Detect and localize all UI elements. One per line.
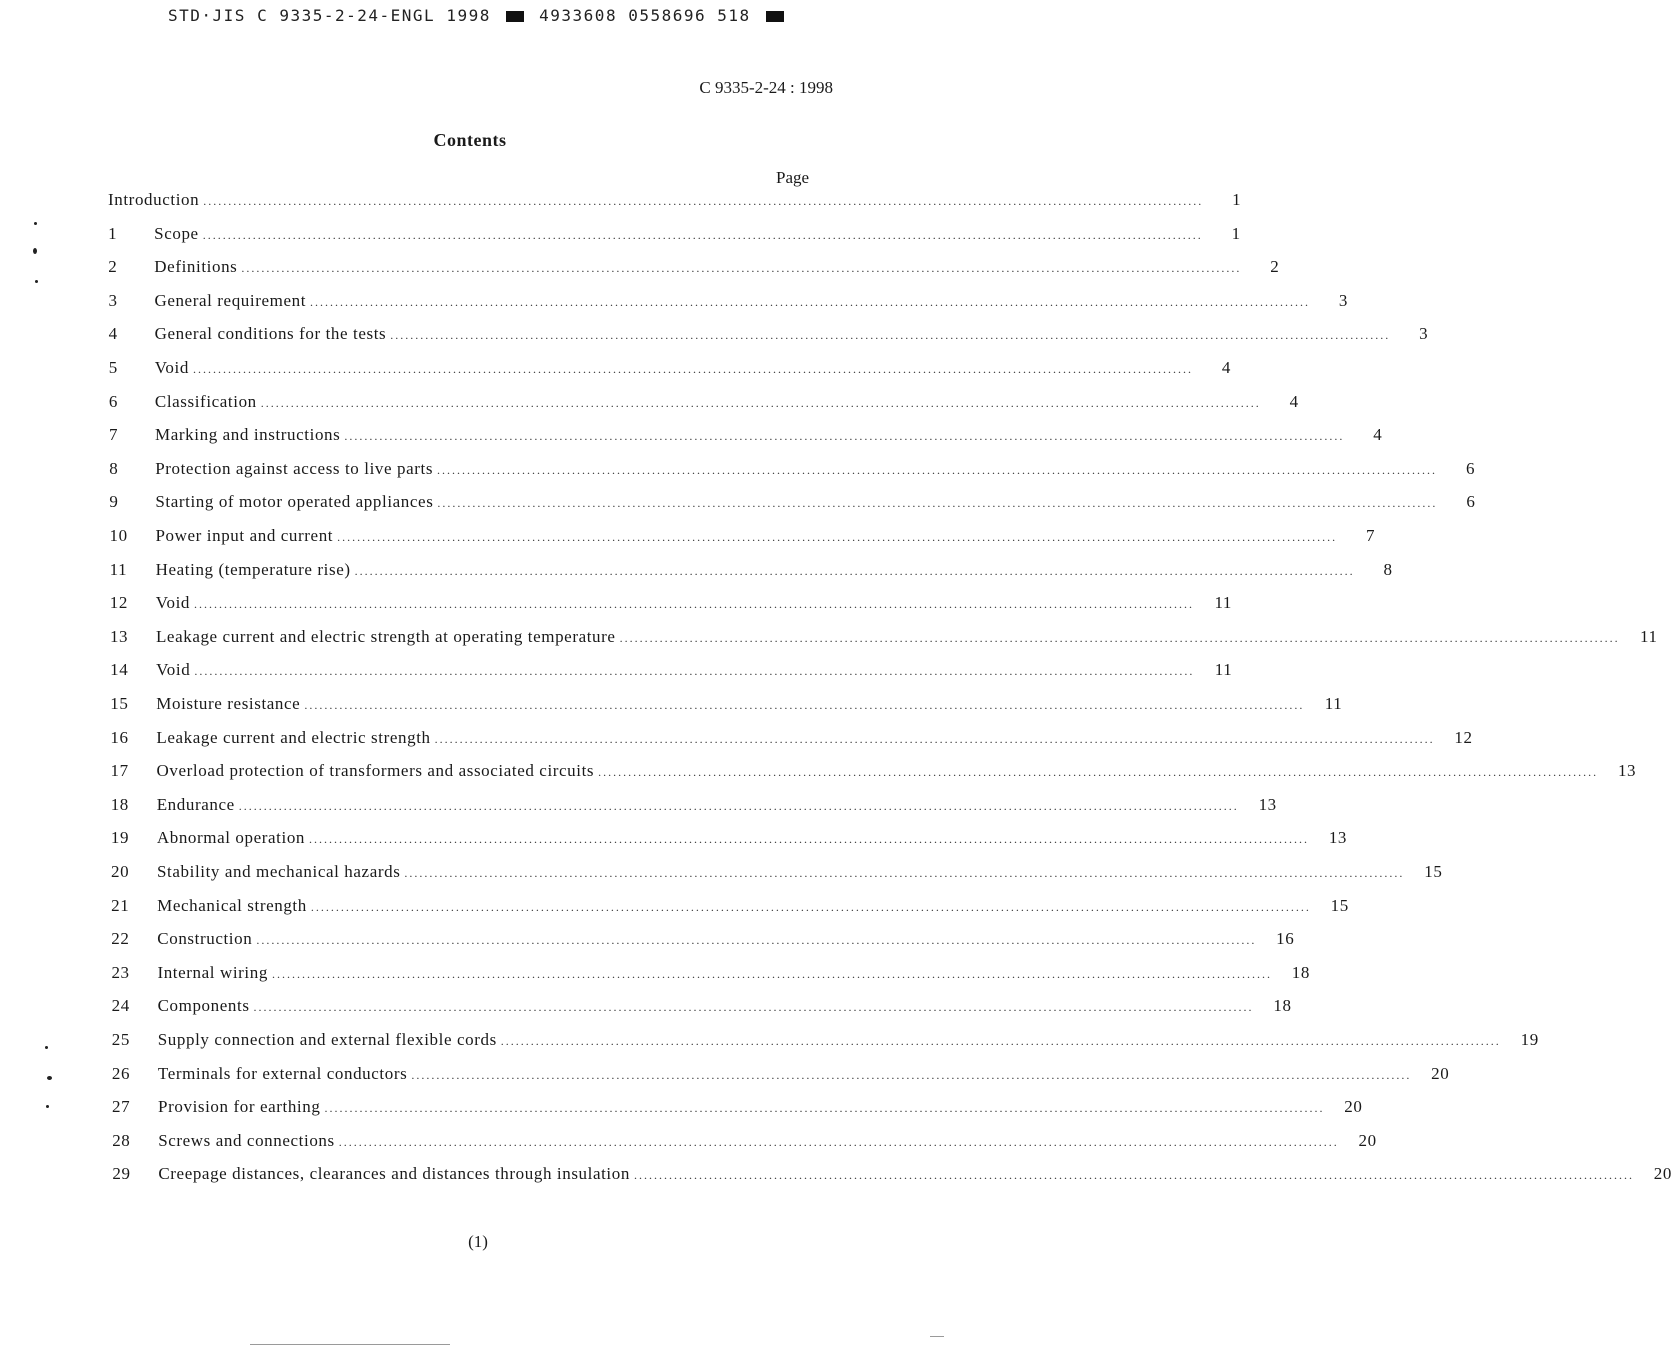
toc-entry-number: 2 xyxy=(108,257,118,277)
toc-entry xyxy=(109,458,1476,489)
toc-entry-page: 11 xyxy=(1214,660,1233,680)
dot-leader: ........................................................................................................................................................................................................ xyxy=(256,933,1257,948)
toc-entry xyxy=(111,895,1349,926)
toc-entry xyxy=(109,425,1383,455)
toc-entry-number: 10 xyxy=(109,526,128,545)
toc-entry xyxy=(111,1030,1539,1060)
toc-entry-title: General conditions for the tests xyxy=(154,324,387,344)
dot-leader: ........................................................................................................................................................................................................ xyxy=(344,429,1345,444)
toc-entry xyxy=(112,1164,1672,1194)
toc-entry-number: 12 xyxy=(109,593,128,613)
dot-leader: ........................................................................................................................................................................................................ xyxy=(437,462,1438,477)
toc-entry-title: Introduction xyxy=(108,190,200,209)
toc-entry-number: 17 xyxy=(110,761,129,781)
toc-entry xyxy=(108,290,1349,321)
toc-entry-page: 20 xyxy=(1358,1130,1377,1150)
dot-leader: ........................................................................................................................................................................................................ xyxy=(260,395,1261,410)
toc-entry xyxy=(110,694,1343,724)
dot-leader: ........................................................................................................................................................................................................ xyxy=(238,798,1239,813)
toc-entry-title: Construction xyxy=(157,929,253,949)
toc-entry-title: Leakage current and electric strength at operating temperature xyxy=(155,626,616,646)
toc-entry xyxy=(108,358,1231,388)
dot-leader: ........................................................................................................................................................................................................ xyxy=(310,899,1311,914)
toc-entry xyxy=(108,391,1299,422)
toc-entry xyxy=(109,559,1393,590)
toc-entry-page: 12 xyxy=(1454,727,1473,747)
toc-entry-number: 18 xyxy=(110,794,129,814)
toc-entry xyxy=(109,526,1376,556)
toc-entry-number: 16 xyxy=(110,727,129,747)
toc-entry-title: General requirement xyxy=(154,290,307,310)
scan-speck xyxy=(47,1076,52,1080)
toc-entry-number: 14 xyxy=(110,660,129,680)
scan-speck xyxy=(45,1046,48,1049)
toc-entry xyxy=(108,324,1429,354)
toc-entry-title: Overload protection of transformers and associated circuits xyxy=(156,761,595,781)
scan-speck xyxy=(33,248,37,254)
dot-leader: ........................................................................................................................................................................................................ xyxy=(338,1134,1339,1149)
toc-entry xyxy=(112,1130,1377,1161)
toc-entry-page: 15 xyxy=(1330,895,1349,915)
toc-entry-page: 4 xyxy=(1221,358,1231,377)
toc-entry-title: Power input and current xyxy=(155,526,334,545)
toc-entry-number: 8 xyxy=(109,458,119,478)
toc-entry-page: 3 xyxy=(1419,324,1429,344)
toc-entry-page: 20 xyxy=(1344,1097,1363,1117)
toc-entry-page: 1 xyxy=(1231,223,1241,243)
header-code-part1: STD·JIS C 9335-2-24-ENGL 1998 xyxy=(168,6,491,25)
toc-entry-number: 15 xyxy=(110,694,129,713)
toc-entry xyxy=(108,223,1241,254)
toc-entry-page: 20 xyxy=(1653,1164,1672,1184)
toc-entry-title: Moisture resistance xyxy=(156,694,301,713)
toc-entry-title: Classification xyxy=(154,391,257,411)
dot-leader: ........................................................................................................................................................................................................ xyxy=(241,261,1242,276)
toc-entry-page: 13 xyxy=(1328,828,1348,848)
toc-entry-number: 20 xyxy=(111,862,130,881)
page-column-label: Page xyxy=(776,168,810,187)
toc-entry-number: 7 xyxy=(109,425,119,445)
toc-entry-title: Heating (temperature rise) xyxy=(155,559,351,579)
toc-entry-page: 6 xyxy=(1465,458,1476,478)
toc-entry-title: Creepage distances, clearances and distances through insulation xyxy=(158,1164,630,1184)
toc-entry-title: Void xyxy=(156,660,191,680)
dot-leader: ........................................................................................................................................................................................................ xyxy=(253,1000,1254,1015)
scan-speck xyxy=(46,1105,49,1108)
toc-entry xyxy=(110,761,1637,791)
toc-entry-title: Screws and connections xyxy=(158,1130,335,1150)
toc-entry-page: 11 xyxy=(1214,593,1233,613)
dot-leader: ........................................................................................................................................................................................................ xyxy=(337,530,1338,544)
toc-entry xyxy=(111,862,1443,892)
toc-entry-page: 3 xyxy=(1338,290,1349,310)
toc-entry-title: Void xyxy=(154,358,189,377)
document-number: C 9335-2-24 : 1998 xyxy=(699,78,833,97)
toc-entry-page: 6 xyxy=(1466,492,1476,512)
toc-entry-number: 22 xyxy=(111,929,130,949)
toc-entry-title: Marking and instructions xyxy=(155,425,341,445)
dot-leader: ........................................................................................................................................................................................................ xyxy=(434,731,1435,746)
toc-entry-page: 4 xyxy=(1373,425,1383,445)
scan-header-code xyxy=(168,6,808,25)
dot-leader: ........................................................................................................................................................................................................ xyxy=(437,496,1438,511)
toc-entry-title: Abnormal operation xyxy=(156,828,306,848)
toc-entry-title: Terminals for external conductors xyxy=(157,1063,408,1083)
dot-leader: ........................................................................................................................................................................................................ xyxy=(310,294,1311,309)
toc-entry-page: 4 xyxy=(1289,391,1299,411)
toc-entry xyxy=(110,828,1348,858)
scan-edge-line xyxy=(250,1344,450,1345)
toc-entry-number: 29 xyxy=(112,1164,131,1184)
toc-entry-number: 5 xyxy=(108,358,118,377)
toc-entry-number: 1 xyxy=(108,223,118,243)
toc-entry xyxy=(111,929,1295,959)
black-block-mark xyxy=(766,11,784,22)
toc-entry-page: 13 xyxy=(1617,761,1637,781)
black-block-mark xyxy=(506,11,524,22)
toc-entry-title: Leakage current and electric strength xyxy=(156,727,431,747)
toc-entry-title: Protection against access to live parts xyxy=(155,458,434,478)
toc-entry-number: 23 xyxy=(111,962,130,982)
toc-entry-title: Void xyxy=(155,593,191,613)
dot-leader: ........................................................................................................................................................................................................ xyxy=(192,362,1193,376)
toc-entry xyxy=(111,996,1292,1026)
dot-leader: ........................................................................................................................................................................................................ xyxy=(304,698,1305,712)
toc-entry-page: 2 xyxy=(1270,257,1280,277)
scan-edge-line xyxy=(930,1336,944,1337)
toc-entry-title: Endurance xyxy=(156,794,235,814)
toc-entry-title: Stability and mechanical hazards xyxy=(157,862,401,881)
toc-entry-title: Components xyxy=(157,996,250,1016)
dot-leader: ........................................................................................................................................................................................................ xyxy=(324,1101,1325,1116)
toc-entry xyxy=(109,626,1658,657)
toc-entry xyxy=(108,257,1280,287)
toc-entry-number: 4 xyxy=(108,324,118,344)
toc-entry-number: 26 xyxy=(111,1063,131,1083)
dot-leader: ........................................................................................................................................................................................................ xyxy=(194,597,1195,612)
dot-leader: ........................................................................................................................................................................................................ xyxy=(619,630,1620,645)
toc-entry-title: Scope xyxy=(154,223,199,243)
toc-entry-page: 7 xyxy=(1366,526,1376,545)
dot-leader: ........................................................................................................................................................................................................ xyxy=(500,1034,1501,1048)
toc-entry-number: 13 xyxy=(109,626,129,646)
toc-entry-page: 1 xyxy=(1232,190,1242,209)
toc-entry-title: Definitions xyxy=(154,257,238,277)
page-footer-number: (1) xyxy=(468,1232,488,1251)
toc-entry-number: 27 xyxy=(112,1097,131,1117)
toc-entry-number: 21 xyxy=(111,895,130,915)
page-title: Contents xyxy=(433,130,507,150)
toc-entry-page: 11 xyxy=(1324,694,1343,713)
dot-leader: ........................................................................................................................................................................................................ xyxy=(309,832,1310,847)
toc-entry-page: 11 xyxy=(1639,626,1658,646)
toc-entry-title: Mechanical strength xyxy=(157,895,307,915)
toc-entry xyxy=(111,962,1310,993)
dot-leader: ........................................................................................................................................................................................................ xyxy=(404,866,1405,880)
toc-entry xyxy=(108,190,1242,220)
toc-entry-number: 19 xyxy=(110,828,130,848)
toc-entry xyxy=(111,1063,1450,1094)
toc-entry xyxy=(109,492,1476,522)
toc-entry-number: 11 xyxy=(109,559,128,579)
toc-entry-page: 19 xyxy=(1520,1030,1539,1049)
toc-entry-number: 24 xyxy=(111,996,130,1016)
header-code-part2: 4933608 0558696 518 xyxy=(539,6,751,25)
toc-entry-page: 20 xyxy=(1431,1063,1450,1083)
toc-entry xyxy=(110,727,1473,758)
toc-entry xyxy=(112,1097,1363,1127)
dot-leader: ........................................................................................................................................................................................................ xyxy=(598,765,1599,780)
toc-entry-number: 25 xyxy=(111,1030,130,1049)
dot-leader: ........................................................................................................................................................................................................ xyxy=(194,664,1195,679)
toc-entry-page: 15 xyxy=(1424,862,1443,881)
toc-entry-title: Internal wiring xyxy=(157,962,268,982)
dot-leader: ........................................................................................................................................................................................................ xyxy=(354,563,1355,578)
dot-leader: ........................................................................................................................................................................................................ xyxy=(633,1168,1634,1183)
toc-entry xyxy=(110,794,1277,825)
toc-entry xyxy=(109,593,1233,623)
toc-entry-title: Supply connection and external flexible cords xyxy=(157,1030,497,1049)
toc-entry xyxy=(110,660,1233,690)
toc-entry-page: 16 xyxy=(1276,929,1295,949)
dot-leader: ........................................................................................................................................................................................................ xyxy=(202,227,1203,242)
toc-entry-number: 3 xyxy=(108,290,118,310)
toc-entry-number: 9 xyxy=(109,492,119,512)
toc-entry-number: 6 xyxy=(108,391,118,411)
toc-entry-title: Starting of motor operated appliances xyxy=(155,492,434,512)
toc-entry-page: 13 xyxy=(1258,794,1277,814)
scan-speck xyxy=(34,222,37,225)
toc-entry-title: Provision for earthing xyxy=(158,1097,321,1117)
toc-entry-page: 8 xyxy=(1383,559,1393,579)
dot-leader: ........................................................................................................................................................................................................ xyxy=(271,966,1272,981)
toc-entry-page: 18 xyxy=(1291,962,1310,982)
toc-entry-number: 28 xyxy=(112,1130,131,1150)
dot-leader: ........................................................................................................................................................................................................ xyxy=(203,194,1204,208)
dot-leader: ........................................................................................................................................................................................................ xyxy=(390,328,1391,343)
scan-speck xyxy=(35,280,38,283)
toc-entry-page: 18 xyxy=(1273,996,1292,1016)
dot-leader: ........................................................................................................................................................................................................ xyxy=(411,1067,1412,1082)
